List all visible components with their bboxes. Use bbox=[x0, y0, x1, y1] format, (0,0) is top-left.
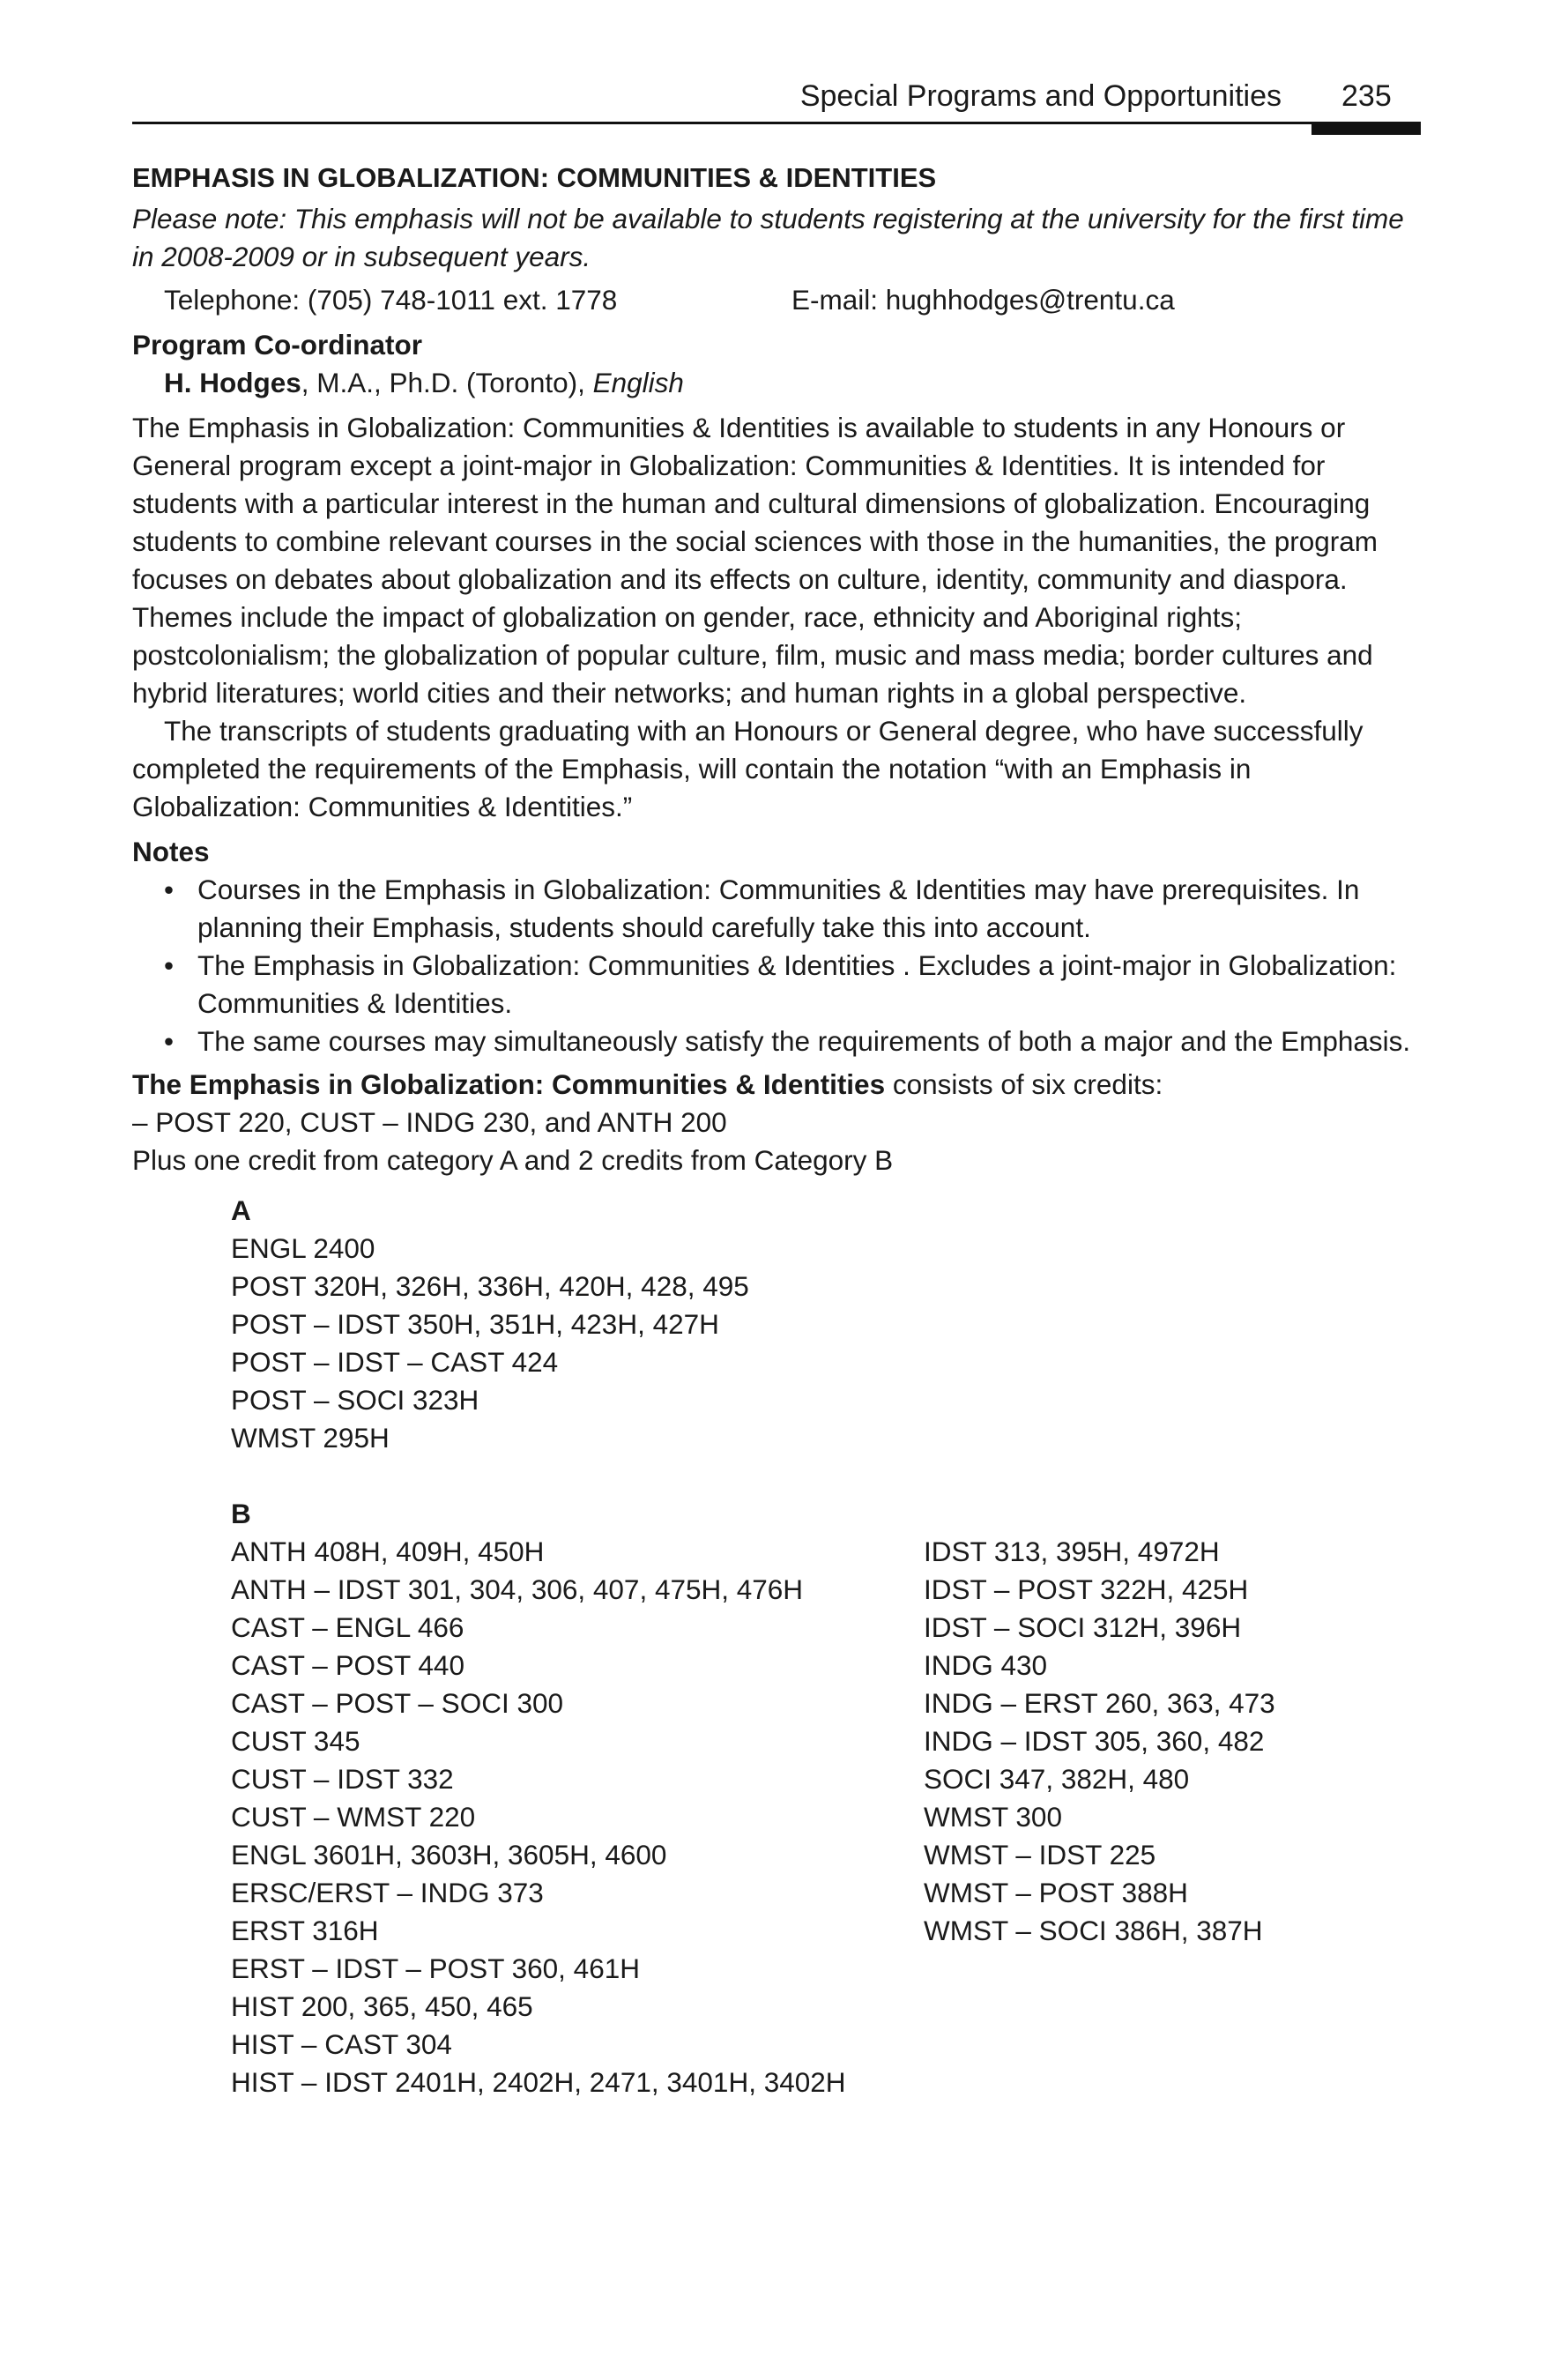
category-b-label: B bbox=[231, 1498, 251, 1529]
header-tab-bar bbox=[1312, 122, 1421, 135]
page-content bbox=[132, 159, 1421, 2101]
list-item: CAST – POST 440 bbox=[231, 1649, 464, 1681]
contact-line bbox=[132, 281, 1421, 319]
section-title: EMPHASIS IN GLOBALIZATION: COMMUNITIES & IDENTITIES bbox=[132, 162, 937, 193]
availability-note: Please note: This emphasis will not be available to students registering at the university for the first time in 2008-2009 or in subsequent years. bbox=[132, 203, 1404, 272]
category-b bbox=[231, 1495, 1421, 2101]
notes-heading: Notes bbox=[132, 836, 210, 867]
plus-credits-line: Plus one credit from category A and 2 credits from Category B bbox=[132, 1144, 894, 1176]
coordinator-heading: Program Co-ordinator bbox=[132, 329, 423, 361]
list-item: CUST – IDST 332 bbox=[231, 1763, 454, 1795]
list-item: HIST – IDST 2401H, 2402H, 2471, 3401H, 3402H bbox=[231, 2066, 846, 2098]
credits-statement-rest: consists of six credits: bbox=[885, 1068, 1163, 1100]
list-item: WMST 300 bbox=[924, 1801, 1062, 1833]
list-item: CAST – POST – SOCI 300 bbox=[231, 1687, 564, 1719]
list-item: • Courses in the Emphasis in Globalization: Communities & Identities may have prerequisites. In planning their Emphasis, students should carefully take this into account. bbox=[132, 871, 1421, 947]
list-item: INDG 430 bbox=[924, 1649, 1048, 1681]
list-item: ENGL 3601H, 3603H, 3605H, 4600 bbox=[231, 1839, 667, 1871]
category-a bbox=[231, 1192, 1421, 1457]
transcript-paragraph: The transcripts of students graduating with an Honours or General degree, who have successfully completed the requirements of the Emphasis, will contain the notation “with an Emphasis in Globalization: Communities & Identities.” bbox=[132, 715, 1364, 822]
email: E-mail: hughhodges@trentu.ca bbox=[791, 284, 1175, 316]
list-item: ERSC/ERST – INDG 373 bbox=[231, 1877, 544, 1908]
list-item: • The Emphasis in Globalization: Communities & Identities . Excludes a joint-major in Globalization: Communities & Identities. bbox=[132, 947, 1421, 1023]
credits-statement bbox=[132, 1066, 1421, 1104]
page-number: 235 bbox=[1341, 79, 1392, 113]
header-title: Special Programs and Opportunities bbox=[799, 79, 1282, 113]
list-item: • The same courses may simultaneously satisfy the requirements of both a major and the Emphasis. bbox=[132, 1023, 1421, 1060]
list-item: WMST – SOCI 386H, 387H bbox=[924, 1915, 1263, 1946]
list-item: ERST – IDST – POST 360, 461H bbox=[231, 1952, 640, 1984]
category-b-left-column bbox=[231, 1533, 924, 2101]
header-rule bbox=[132, 122, 1421, 124]
list-item: POST – IDST – CAST 424 bbox=[231, 1346, 559, 1378]
list-item: WMST 295H bbox=[231, 1422, 390, 1454]
list-item: IDST 313, 395H, 4972H bbox=[924, 1536, 1220, 1567]
coordinator-name: H. Hodges bbox=[164, 367, 301, 398]
category-a-label: A bbox=[231, 1194, 251, 1226]
list-item: INDG – ERST 260, 363, 473 bbox=[924, 1687, 1275, 1719]
coordinator-dept: English bbox=[592, 367, 684, 398]
required-courses: – POST 220, CUST – INDG 230, and ANTH 200 bbox=[132, 1106, 727, 1138]
list-item: CUST 345 bbox=[231, 1725, 360, 1757]
list-item: POST 320H, 326H, 336H, 420H, 428, 495 bbox=[231, 1270, 749, 1302]
list-item: IDST – POST 322H, 425H bbox=[924, 1573, 1249, 1605]
list-item: HIST 200, 365, 450, 465 bbox=[231, 1990, 533, 2022]
list-item: POST – IDST 350H, 351H, 423H, 427H bbox=[231, 1308, 719, 1340]
list-item: IDST – SOCI 312H, 396H bbox=[924, 1611, 1242, 1643]
list-item: CUST – WMST 220 bbox=[231, 1801, 476, 1833]
list-item: POST – SOCI 323H bbox=[231, 1384, 479, 1416]
list-item: ANTH – IDST 301, 304, 306, 407, 475H, 476H bbox=[231, 1573, 804, 1605]
notes-list bbox=[132, 871, 1421, 1060]
list-item: ENGL 2400 bbox=[231, 1232, 375, 1264]
category-b-columns bbox=[231, 1533, 1421, 2101]
coordinator bbox=[132, 364, 1421, 402]
telephone: Telephone: (705) 748-1011 ext. 1778 bbox=[164, 284, 618, 316]
credits-statement-bold: The Emphasis in Globalization: Communities & Identities bbox=[132, 1068, 886, 1100]
list-item: CAST – ENGL 466 bbox=[231, 1611, 464, 1643]
coordinator-degrees: , M.A., Ph.D. (Toronto), bbox=[301, 367, 593, 398]
list-item: ERST 316H bbox=[231, 1915, 379, 1946]
list-item: WMST – IDST 225 bbox=[924, 1839, 1156, 1871]
list-item: HIST – CAST 304 bbox=[231, 2028, 452, 2060]
category-b-right-column bbox=[924, 1533, 1417, 2101]
list-item: INDG – IDST 305, 360, 482 bbox=[924, 1725, 1265, 1757]
list-item: SOCI 347, 382H, 480 bbox=[924, 1763, 1190, 1795]
list-item: ANTH 408H, 409H, 450H bbox=[231, 1536, 545, 1567]
description-paragraph: The Emphasis in Globalization: Communities & Identities is available to students in any Honours or General program except a joint-major in Globalization: Communities & Identities. It is intended for students with a particular interest in the human and cultural dimensions of globalization. Encouraging students to combine relevant courses in the social sciences with those in the humanities, the program focuses on debates about globalization and its effects on culture, identity, community and diaspora. Themes include the impact of globalization on gender, race, ethnicity and Aboriginal rights; postcolonialism; the globalization of popular culture, film, music and mass media; border cultures and hybrid literatures; world cities and their networks; and human rights in a global perspective. bbox=[132, 412, 1378, 709]
list-item: WMST – POST 388H bbox=[924, 1877, 1188, 1908]
